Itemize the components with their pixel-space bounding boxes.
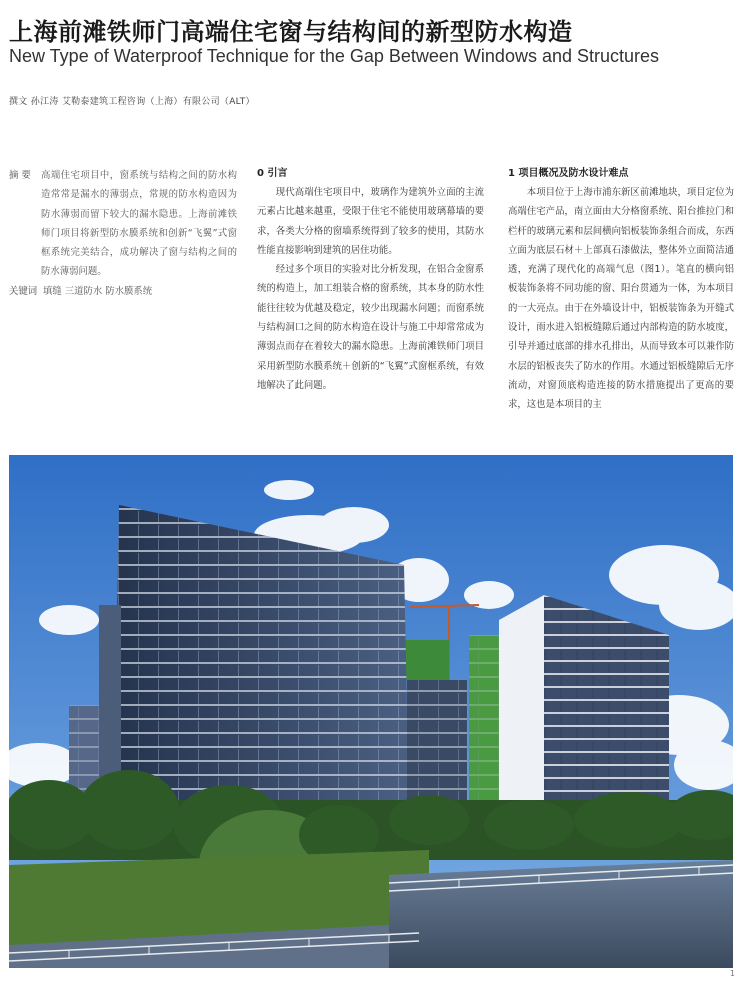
project-photo-illustration [9, 455, 733, 968]
intro-paragraph-2: 经过多个项目的实验对比分析发现，在铝合金窗系统的构造上，加工组装合格的窗系统，其本身的防水性能往往较为优越及稳定，较少出现漏水问题；而窗系统与结构洞口之间的防水构造在设计与施工中却常常成为薄弱点而存在着较大的漏水隐患。上海前滩铁师门项目采用新型防水膜系统＋创新的“飞翼”式窗框系统，有效地解决了此问题。 [257, 264, 484, 391]
author-byline: 撰文 孙江涛 艾勒泰建筑工程咨询（上海）有限公司（ALT） [9, 97, 255, 107]
section-heading-overview: 1 项目概况及防水设计难点 [508, 168, 629, 179]
section-heading-intro: 0 引言 [257, 168, 288, 179]
overview-column [508, 166, 734, 415]
abstract-block [9, 166, 237, 282]
overview-paragraph-1: 本项目位于上海市浦东新区前滩地块，项目定位为高端住宅产品，南立面由大分格窗系统、阳台推拉门和栏杆的玻璃元素和层间横向铝板装饰条组合而成，东西立面为底层石材＋上部真石漆做法，整体外立面简洁通透，充满了现代化的高端气息（图1）。笔直的横向铝板装饰条将不同功能的窗、阳台贯通为一体，为本项目的一大亮点。由于在外墙设计中，铝板装饰条为开缝式设计，雨水进入铝板缝隙后通过内部构造的防水坡度，引导并通过底部的排水孔排出，从而导致本可以兼作防水层的铝板丧失了防水的作用。水通过铝板缝隙后无序流动，对窗顶底构造连接的防水措施提出了更高的要求，这也是本项目的主 [508, 187, 734, 411]
abstract-label: 摘 要 [9, 170, 31, 181]
project-photo [9, 455, 733, 968]
page-number: 1 [729, 969, 735, 978]
abstract-column [9, 166, 237, 301]
intro-paragraph-1: 现代高端住宅项目中，玻璃作为建筑外立面的主流元素占比越来越重，受限于住宅不能使用玻璃幕墙的要求，各类大分格的窗墙系统得到了较多的使用，其防水性能直接影响到建筑的居住功能。 [257, 187, 484, 256]
construction-tower-1 [404, 640, 449, 680]
article-title-cn: 上海前滩铁师门高端住宅窗与结构间的新型防水构造 [9, 18, 573, 46]
abstract-text: 高端住宅项目中，窗系统与结构之间的防水构造常常是漏水的薄弱点，常规的防水构造因为防水薄弱而留下较大的漏水隐患。上海前滩铁师门项目将新型防水膜系统和创新“飞翼”式窗框系统完美结合，成功解决了窗与结构之间的防水薄弱问题。 [41, 170, 237, 278]
keywords-text: 填缝 三道防水 防水膜系统 [43, 285, 153, 297]
keywords-block [9, 282, 237, 301]
article-title-en: New Type of Waterproof Technique for the Gap Between Windows and Structures [9, 46, 660, 66]
right-building-end-wall [499, 595, 544, 815]
intro-column [257, 166, 484, 395]
keywords-label: 关键词 [9, 285, 38, 297]
